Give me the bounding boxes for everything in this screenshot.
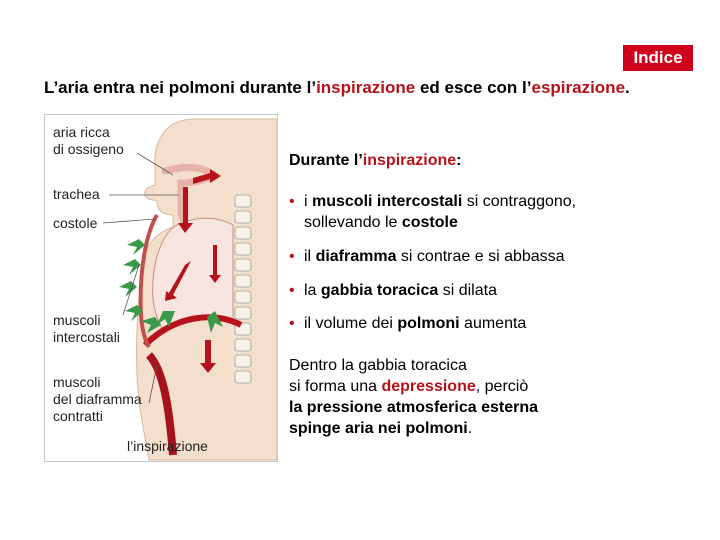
label-air-rich-line2: di ossigeno xyxy=(53,141,124,157)
page-title xyxy=(44,78,630,98)
bullet-text-c: si contraggono, xyxy=(462,193,577,210)
title-text-3: . xyxy=(625,78,630,97)
label-trachea: trachea xyxy=(53,186,100,202)
label-diaphragm-line2: del diaframma xyxy=(53,391,142,407)
title-term-expiration: espirazione xyxy=(531,78,626,97)
label-diaphragm-line1: muscoli xyxy=(53,374,101,390)
bullet-dot: • xyxy=(289,193,295,210)
conclusion-line-4a: spinge aria nei polmoni xyxy=(289,420,468,437)
bullet-text-c: si contrae e si abbassa xyxy=(396,248,565,265)
section-heading xyxy=(289,152,461,170)
title-text-1: L’aria entra nei polmoni durante l’ xyxy=(44,78,317,97)
label-air-rich-line1: aria ricca xyxy=(53,124,110,140)
title-term-inspiration: inspirazione xyxy=(316,78,416,97)
conclusion-line-4b: . xyxy=(467,420,473,437)
conclusion-term-depression: depressione xyxy=(381,378,476,395)
bullet-text-b: gabbia toracica xyxy=(320,282,439,299)
label-ribs: costole xyxy=(53,215,98,231)
index-button[interactable]: Indice xyxy=(623,45,693,71)
bullet-text-line2a: sollevando le xyxy=(304,214,402,231)
conclusion-paragraph xyxy=(289,355,538,439)
bullet-text-b: muscoli intercostali xyxy=(312,193,463,210)
heading-prefix: Durante l’ xyxy=(289,152,363,169)
conclusion-line-2a: si forma una xyxy=(289,378,382,395)
bullet-text xyxy=(304,246,565,267)
bullet-text-line2b: costole xyxy=(401,214,458,231)
bullet-text xyxy=(304,191,576,233)
bullet-text-a: il volume dei xyxy=(304,315,398,332)
bullet-text-b: diaframma xyxy=(315,248,397,265)
expansion-arrow-3 xyxy=(119,281,137,297)
bullet-text-a: il xyxy=(304,248,316,265)
bullet-text-c: si dilata xyxy=(438,282,497,299)
figure-caption: l’inspirazione xyxy=(127,438,208,454)
label-air-rich-oxygen xyxy=(53,124,124,158)
bullet-text-b: polmoni xyxy=(397,315,460,332)
conclusion-line-2 xyxy=(289,376,538,397)
heading-suffix: : xyxy=(456,152,462,169)
label-intercostal-line1: muscoli xyxy=(53,312,101,328)
label-diaphragm-line3: contratti xyxy=(53,408,103,424)
bullet-text xyxy=(304,280,497,301)
bullet-dot: • xyxy=(289,315,295,332)
label-diaphragm-muscles xyxy=(53,374,142,425)
label-intercostal-muscles xyxy=(53,312,120,346)
bullet-dot: • xyxy=(289,282,295,299)
title-text-2: ed esce con l’ xyxy=(415,78,532,97)
expansion-arrow-1 xyxy=(127,239,145,255)
conclusion-line-3: la pressione atmosferica esterna xyxy=(289,399,539,416)
bullet-text-a: i xyxy=(304,193,312,210)
inspiration-illustration xyxy=(44,114,278,462)
bullet-text-c: aumenta xyxy=(459,315,527,332)
conclusion-line-4 xyxy=(289,418,538,439)
bullet-text xyxy=(304,313,526,334)
conclusion-line-1: Dentro la gabbia toracica xyxy=(289,357,467,374)
leader-ribs xyxy=(103,219,155,223)
conclusion-line-2c: , perciò xyxy=(475,378,529,395)
bullet-text-a: la xyxy=(304,282,321,299)
label-intercostal-line2: intercostali xyxy=(53,329,120,345)
bullet-dot: • xyxy=(289,248,295,265)
heading-term: inspirazione xyxy=(362,152,457,169)
